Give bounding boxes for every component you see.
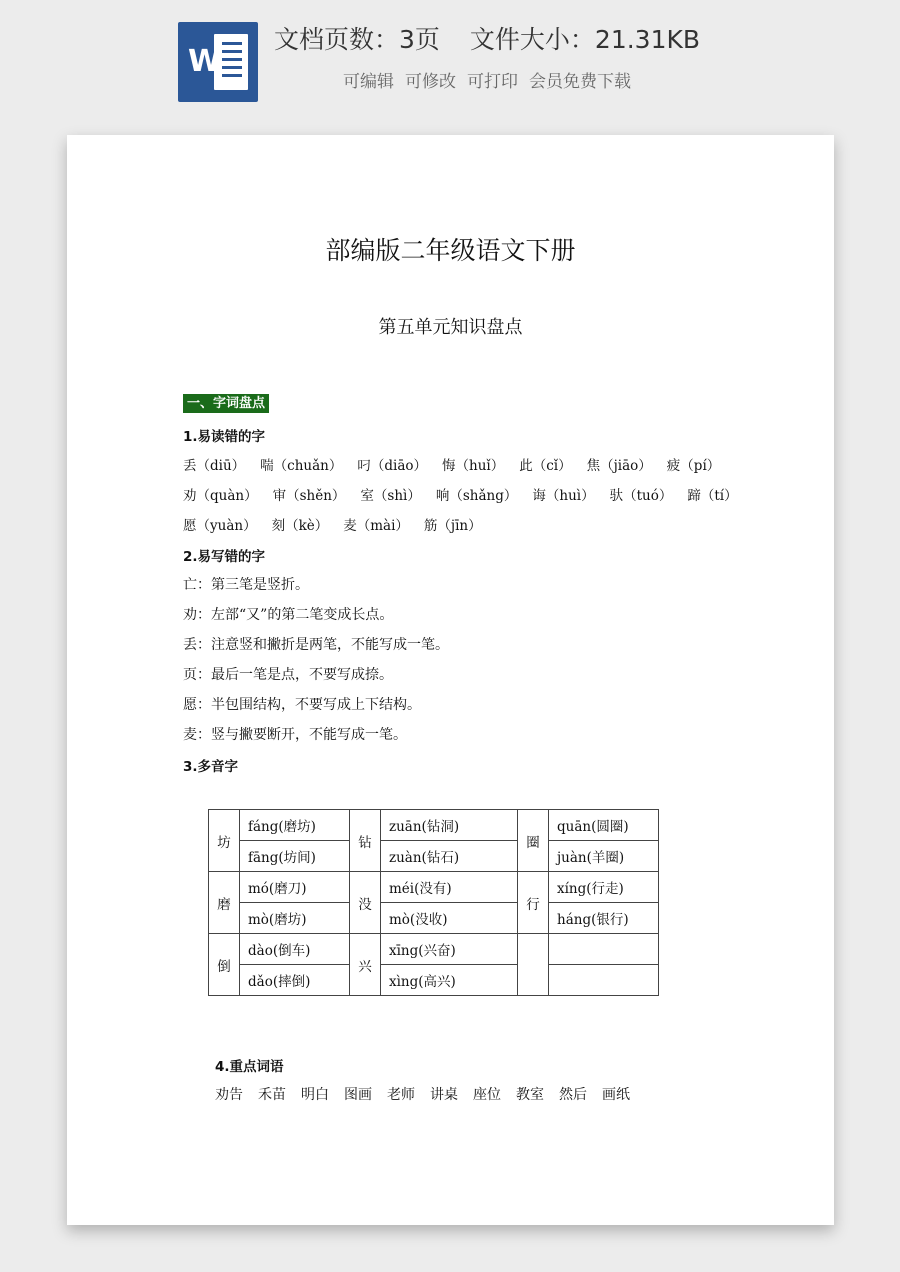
- table-row: [209, 872, 659, 903]
- pinyin-item: 喘（chuǎn）: [260, 458, 343, 474]
- key-word: 图画: [344, 1087, 372, 1103]
- table-cell: 兴: [350, 934, 381, 996]
- document-title: 部编版二年级语文下册: [325, 236, 576, 265]
- subheading-miswritten: 2.易写错的字: [183, 549, 266, 565]
- table-cell: dǎo(摔倒): [240, 965, 350, 996]
- table-row: [209, 934, 659, 965]
- table-cell: 倒: [209, 934, 240, 996]
- word-document-icon: W: [178, 22, 258, 102]
- pinyin-item: 筋（jīn）: [423, 518, 482, 534]
- writing-note: 丢：注意竖和撇折是两笔，不能写成一笔。: [183, 637, 449, 653]
- subheading-polyphones: 3.多音字: [183, 759, 239, 775]
- table-cell: xìng(高兴): [381, 965, 518, 996]
- pinyin-item: 丢（diū）: [183, 458, 246, 474]
- table-cell: fāng(坊间): [240, 841, 350, 872]
- key-words-row: [215, 1084, 645, 1104]
- pinyin-row: [183, 454, 735, 474]
- key-word: 老师: [387, 1087, 415, 1103]
- table-cell-empty: [549, 934, 659, 965]
- writing-note: 愿：半包围结构，不要写成上下结构。: [183, 697, 421, 713]
- table-cell: fáng(磨坊): [240, 810, 350, 841]
- pinyin-item: 此（cǐ）: [519, 458, 572, 474]
- feature-editable: 可编辑: [343, 72, 394, 92]
- table-cell: 圈: [518, 810, 549, 872]
- pinyin-item: 审（shěn）: [272, 488, 346, 504]
- writing-note: 麦：竖与撇要断开，不能写成一笔。: [183, 727, 407, 743]
- download-banner: [0, 0, 900, 120]
- table-cell: mò(磨坊): [240, 903, 350, 934]
- table-cell: háng(银行): [549, 903, 659, 934]
- pinyin-item: 蹄（tí）: [687, 488, 738, 504]
- page-count: 文档页数：3页: [274, 25, 440, 54]
- subheading-misread: 1.易读错的字: [183, 429, 266, 445]
- pinyin-item: 刻（kè）: [271, 518, 329, 534]
- feature-printable: 可打印: [467, 72, 518, 92]
- writing-note: 劝：左部“又”的第二笔变成长点。: [183, 607, 394, 623]
- table-cell: zuàn(钻石): [381, 841, 518, 872]
- feature-modifiable: 可修改: [405, 72, 456, 92]
- table-cell: juàn(羊圈): [549, 841, 659, 872]
- pinyin-item: 焦（jiāo）: [586, 458, 652, 474]
- table-cell: 没: [350, 872, 381, 934]
- table-cell: mò(没收): [381, 903, 518, 934]
- table-cell: 磨: [209, 872, 240, 934]
- polyphone-table: [208, 809, 659, 996]
- table-row: [209, 841, 659, 872]
- banner-title: [274, 20, 734, 56]
- table-row: [209, 903, 659, 934]
- pinyin-item: 愿（yuàn）: [183, 518, 257, 534]
- file-size: 文件大小：21.31KB: [469, 25, 701, 54]
- key-word: 禾苗: [258, 1087, 286, 1103]
- key-word: 明白: [301, 1087, 329, 1103]
- section-heading: 一、字词盘点: [183, 394, 269, 413]
- table-cell: mó(磨刀): [240, 872, 350, 903]
- document-subtitle: 第五单元知识盘点: [378, 317, 523, 338]
- pinyin-item: 叼（diāo）: [357, 458, 427, 474]
- pinyin-row: [183, 484, 753, 504]
- key-word: 然后: [559, 1087, 587, 1103]
- key-word: 画纸: [602, 1087, 630, 1103]
- pinyin-row: [183, 514, 497, 534]
- pinyin-item: 疲（pí）: [666, 458, 721, 474]
- table-cell: méi(没有): [381, 872, 518, 903]
- table-cell-empty: [549, 965, 659, 996]
- feature-member-download: 会员免费下载: [529, 72, 631, 92]
- pinyin-item: 室（shì）: [360, 488, 421, 504]
- pinyin-item: 劝（quàn）: [183, 488, 258, 504]
- table-cell: 坊: [209, 810, 240, 872]
- pinyin-item: 悔（huǐ）: [442, 458, 505, 474]
- pinyin-item: 诲（huì）: [532, 488, 595, 504]
- table-row: [209, 810, 659, 841]
- table-cell: quān(圆圈): [549, 810, 659, 841]
- table-row: [209, 965, 659, 996]
- table-cell: zuān(钻洞): [381, 810, 518, 841]
- key-word: 劝告: [215, 1087, 243, 1103]
- pinyin-item: 响（shǎng）: [435, 488, 518, 504]
- table-cell-empty: [518, 934, 549, 996]
- key-word: 教室: [516, 1087, 544, 1103]
- table-cell: 行: [518, 872, 549, 934]
- writing-note: 页：最后一笔是点，不要写成捺。: [183, 667, 393, 683]
- key-word: 座位: [473, 1087, 501, 1103]
- key-word: 讲桌: [430, 1087, 458, 1103]
- table-cell: xíng(行走): [549, 872, 659, 903]
- writing-note: 亡：第三笔是竖折。: [183, 577, 309, 593]
- feature-list: [343, 67, 642, 92]
- document-page: [67, 135, 834, 1225]
- table-cell: xīng(兴奋): [381, 934, 518, 965]
- subheading-key-words: 4.重点词语: [215, 1059, 284, 1075]
- table-cell: dào(倒车): [240, 934, 350, 965]
- pinyin-item: 驮（tuó）: [609, 488, 673, 504]
- table-cell: 钻: [350, 810, 381, 872]
- pinyin-item: 麦（mài）: [343, 518, 409, 534]
